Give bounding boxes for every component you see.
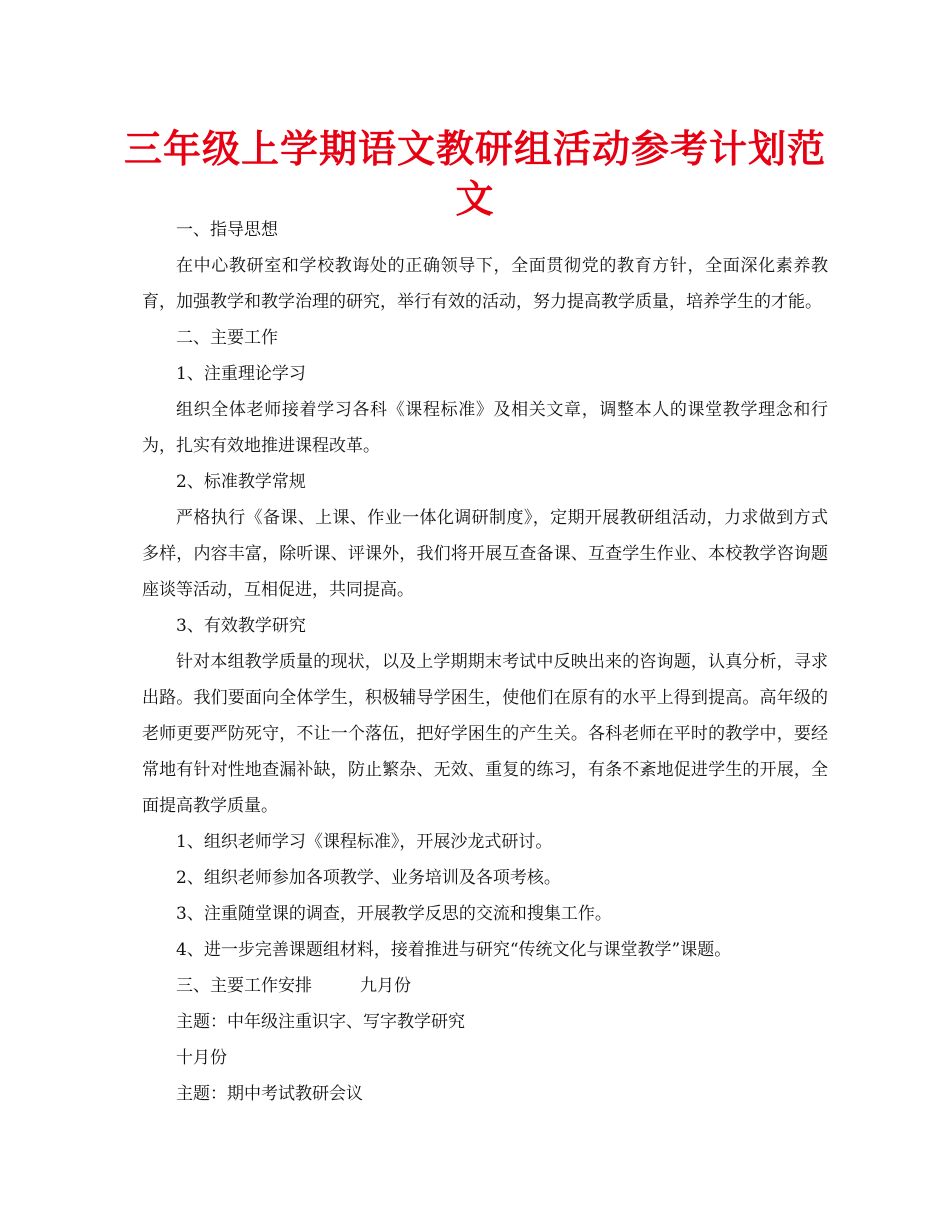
document-title: 三年级上学期语文教研组活动参考计划范文: [123, 126, 826, 221]
paragraph-teaching-routine: 严格执行《备课、上课、作业一体化调研制度》，定期开展教研组活动，力求做到方式多样，内容丰富，除听课、评课外，我们将开展互查备课、互查学生作业、本校教学咨询题座谈等活动，互相促进，共同提高。: [142, 508, 828, 600]
list-item: 3、注重随堂课的调查，开展教学反思的交流和搜集工作。: [176, 904, 612, 924]
section-heading-guiding-thought: 一、指导思想: [176, 220, 278, 240]
paragraph-guiding-thought: 在中心教研室和学校教诲处的正确领导下，全面贯彻党的教育方针，全面深化素养教育，加强教学和教学治理的研究，举行有效的活动，努力提高教学质量，培养学生的才能。: [142, 256, 828, 312]
list-item: 1、组织老师学习《课程标准》，开展沙龙式研讨。: [176, 832, 553, 852]
list-item: 2、组织老师参加各项教学、业务培训及各项考核。: [176, 868, 561, 888]
section-heading-schedule: [142, 968, 828, 1004]
paragraph-theory-study: 组织全体老师接着学习各科《课程标准》及相关文章，调整本人的课堂教学理念和行为，扎实有效地推进课程改革。: [142, 400, 828, 456]
subheading-theory-study: 1、注重理论学习: [176, 364, 306, 384]
schedule-month-september: 九月份: [360, 976, 411, 996]
section-heading-main-work: 二、主要工作: [176, 328, 278, 348]
schedule-line: 主题：期中考试教研会议: [176, 1084, 363, 1104]
subheading-teaching-routine: 2、标准教学常规: [176, 472, 306, 492]
paragraph-effective-research: 针对本组教学质量的现状，以及上学期期末考试中反映出来的咨询题，认真分析，寻求出路。我们要面向全体学生，积极辅导学困生，使他们在原有的水平上得到提高。高年级的老师更要严防死守，不让一个落伍，把好学困生的产生关。各科老师在平时的教学中，要经常地有针对性地查漏补缺，防止繁杂、无效、重复的练习，有条不紊地促进学生的开展，全面提高教学质量。: [142, 652, 828, 816]
schedule-line: 十月份: [176, 1048, 227, 1068]
document-body: [142, 212, 828, 1112]
schedule-line: 主题：中年级注重识字、写字教学研究: [176, 1012, 465, 1032]
list-item: 4、进一步完善课题组材料，接着推进与研究“传统文化与课堂教学”课题。: [176, 940, 732, 960]
subheading-effective-research: 3、有效教学研究: [176, 616, 306, 636]
schedule-heading: 三、主要工作安排: [176, 976, 312, 996]
